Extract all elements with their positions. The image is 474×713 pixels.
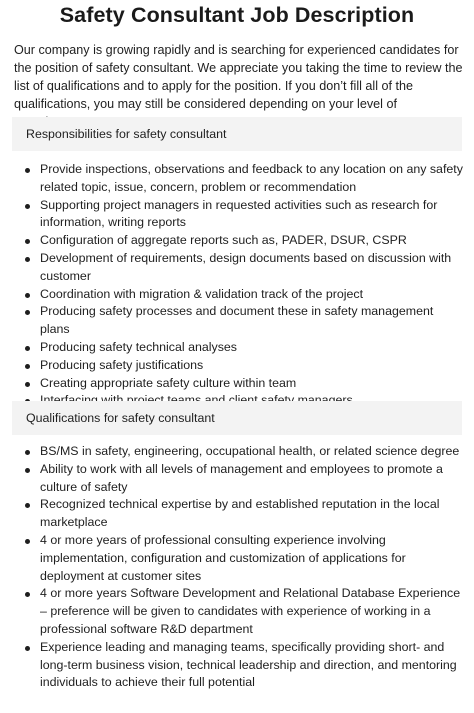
bullet-icon bbox=[25, 168, 30, 173]
intro-paragraph: Our company is growing rapidly and is searching for experienced candidates for the position of safety consultant. We appreciate you taking the time to review the list of qualifications and to apply for the position. If you don’t fill all of the qualifications, you may still be considered depending on your level of bbox=[14, 43, 463, 111]
list-item bbox=[24, 443, 464, 461]
bullet-icon bbox=[25, 257, 30, 262]
list-item bbox=[24, 286, 464, 304]
bullet-icon bbox=[25, 539, 30, 544]
list-item-text: Ability to work with all levels of management and employees to promote a culture of safety bbox=[40, 461, 443, 494]
list-item bbox=[24, 639, 464, 692]
list-item bbox=[24, 232, 464, 250]
bullet-icon bbox=[25, 468, 30, 473]
list-item-text: 4 or more years of professional consulting experience involving implementation, configuration and customization of applications for deployment at customer sites bbox=[40, 532, 406, 583]
list-item bbox=[24, 339, 464, 357]
bullet-icon bbox=[25, 450, 30, 455]
list-item-text: Producing safety justifications bbox=[40, 357, 204, 372]
list-item-text: 4 or more years Software Development and Relational Database Experience – preference will be given to candidates with experience of working in a professional software R&D department bbox=[40, 586, 461, 636]
list-item-text: Producing safety processes and document these in safety management plans bbox=[40, 304, 434, 337]
list-item-text: Producing safety technical analyses bbox=[40, 339, 237, 354]
bullet-icon bbox=[25, 592, 30, 597]
list-item-text: Coordination with migration & validation track of the project bbox=[40, 286, 364, 301]
list-item-text: Configuration of aggregate reports such as, PADER, DSUR, CSPR bbox=[40, 233, 407, 248]
bullet-icon bbox=[25, 310, 30, 315]
bullet-icon bbox=[25, 646, 30, 651]
list-item-text: Development of requirements, design documents based on discussion with customer bbox=[40, 250, 452, 283]
page-title: Safety Consultant Job Description bbox=[59, 3, 415, 27]
bullet-icon bbox=[25, 346, 30, 351]
list-item bbox=[24, 197, 464, 233]
list-item bbox=[24, 461, 464, 497]
responsibilities-header: Responsibilities for safety consultant bbox=[12, 117, 462, 151]
list-item-text: Supporting project managers in requested activities such as research for information, writing reports bbox=[40, 197, 438, 230]
list-item bbox=[24, 303, 464, 339]
list-item-text: Provide inspections, observations and feedback to any location on any safety related topic, issue, concern, problem or recommendation bbox=[40, 162, 463, 194]
list-item bbox=[24, 357, 464, 375]
bullet-icon bbox=[25, 239, 30, 244]
list-item bbox=[24, 250, 464, 286]
bullet-icon bbox=[25, 364, 30, 369]
bullet-icon bbox=[25, 204, 30, 209]
list-item-text: Recognized technical expertise by and established reputation in the local marketplace bbox=[40, 497, 440, 530]
qualifications-header: Qualifications for safety consultant bbox=[12, 401, 462, 435]
responsibilities-list bbox=[24, 161, 464, 410]
list-item bbox=[24, 532, 464, 585]
bullet-icon bbox=[25, 503, 30, 508]
list-item bbox=[24, 496, 464, 532]
list-item-text: Creating appropriate safety culture within team bbox=[40, 375, 297, 390]
list-item bbox=[24, 161, 464, 197]
list-item-text: BS/MS in safety, engineering, occupational health, or related science degree bbox=[40, 444, 460, 458]
list-item-text: Experience leading and managing teams, specifically providing short- and long-term business vision, technical leadership and direction, and mentoring individuals to achieve their full potential bbox=[40, 639, 457, 690]
list-item bbox=[24, 585, 464, 638]
bullet-icon bbox=[25, 293, 30, 298]
qualifications-list bbox=[24, 443, 464, 692]
bullet-icon bbox=[25, 382, 30, 387]
list-item bbox=[24, 375, 464, 393]
